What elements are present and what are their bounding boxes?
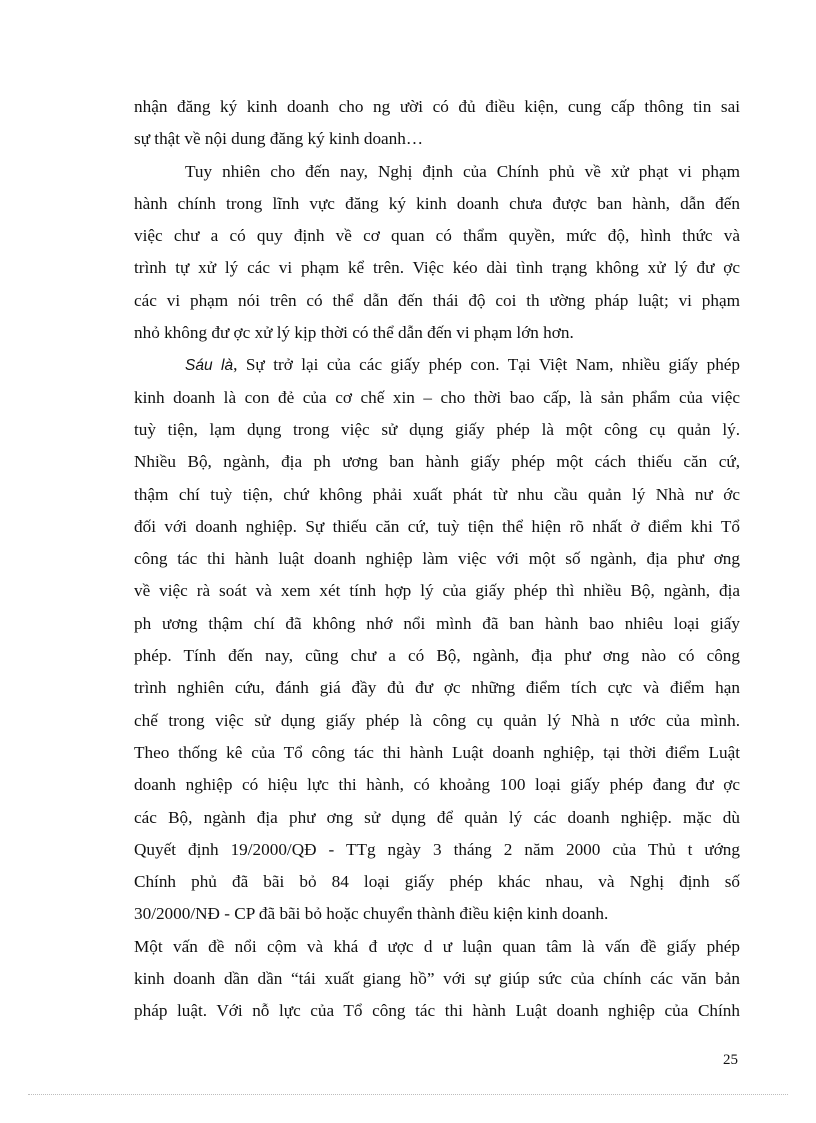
text-line: nhỏ không đư ợc xử lý kịp thời có thể dẫn đến vi phạm lớn hơn.	[134, 323, 574, 343]
page-number: 25	[723, 1052, 738, 1068]
text-line: về việc rà soát và xem xét tính hợp lý của giấy phép thì nhiều Bộ, ngành, địa	[134, 581, 740, 601]
text-line: các Bộ, ngành địa phư ơng sử dụng để quản lý các doanh nghiệp. mặc dù	[134, 807, 740, 827]
text-line: doanh nghiệp có hiệu lực thi hành, có khoảng 100 loại giấy phép đang đư ợc	[134, 775, 740, 795]
text-line: 30/2000/NĐ - CP đã bãi bỏ hoặc chuyển thành điều kiện kinh doanh.	[134, 904, 609, 924]
text-line: tuỳ tiện, lạm dụng trong việc sử dụng giấy phép là một công cụ quản lý.	[134, 419, 740, 439]
text-line: ph ương thậm chí đã không nhớ nổi mình đã ban hành bao nhiêu loại giấy	[134, 613, 740, 633]
text-line: Theo thống kê của Tổ công tác thi hành Luật doanh nghiệp, tại thời điểm Luật	[134, 742, 740, 762]
text-line: đối với doanh nghiệp. Sự thiếu căn cứ, tuỳ tiện thể hiện rõ nhất ở điểm khi Tổ	[134, 516, 740, 536]
emphasis-suffix: ,	[233, 355, 246, 375]
text-line: công tác thi hành luật doanh nghiệp làm việc với một số ngành, địa phư ơng	[134, 549, 740, 569]
text-line: trình tự xử lý các vi phạm kể trên. Việc kéo dài tình trạng không xử lý đư ợc	[134, 258, 740, 278]
text-line: thậm chí tuỳ tiện, chứ không phải xuất phát từ nhu cầu quản lý Nhà nư ớc	[134, 484, 740, 504]
text-line: kinh doanh là con đẻ của cơ chế xin – cho thời bao cấp, là sản phẩm của việc	[134, 387, 740, 407]
text-line: Nhiều Bộ, ngành, địa ph ương ban hành giấy phép một cách thiếu căn cứ,	[134, 452, 740, 472]
text-line: phép. Tính đến nay, cũng chư a có Bộ, ngành, địa phư ơng nào có công	[134, 646, 740, 666]
text-line: nhận đăng ký kinh doanh cho ng ười có đủ điều kiện, cung cấp thông tin sai	[134, 97, 740, 116]
emphasis-label: Sáu là	[185, 357, 234, 375]
text-line: chế trong việc sử dụng giấy phép là công cụ quản lý Nhà n ước của mình.	[134, 710, 740, 730]
text-line: hành chính trong lĩnh vực đăng ký kinh doanh chưa được ban hành, dẫn đến	[134, 193, 740, 213]
footer-divider	[28, 1094, 788, 1095]
text-line: sự thật về nội dung đăng ký kinh doanh…	[134, 129, 424, 149]
text-line: Tuy nhiên cho đến nay, Nghị định của Chính phủ về xử phạt vi phạm	[185, 161, 740, 181]
text-line-rest: Sự trở lại của các giấy phép con. Tại Việt Nam, nhiều giấy phép	[245, 355, 741, 375]
text-line: Chính phủ đã bãi bỏ 84 loại giấy phép khác nhau, và Nghị định số	[134, 872, 740, 892]
text-line: kinh doanh dần dần “tái xuất giang hồ” với sự giúp sức của chính các văn bản	[134, 969, 740, 989]
text-line: pháp luật. Với nỗ lực của Tổ công tác thi hành Luật doanh nghiệp của Chính	[134, 1001, 740, 1021]
body-text	[134, 91, 740, 1028]
text-line-with-emphasis	[134, 349, 740, 381]
text-line: Quyết định 19/2000/QĐ - TTg ngày 3 tháng 2 năm 2000 của Thủ t ướng	[134, 839, 740, 859]
text-line: Một vấn đề nổi cộm và khá đ ược d ư luận quan tâm là vấn đề giấy phép	[134, 936, 740, 956]
text-line: các vi phạm nói trên có thể dẫn đến thái độ coi th ường pháp luật; vi phạm	[134, 290, 740, 310]
text-line: trình nghiên cứu, đánh giá đầy đủ đư ợc những điểm tích cực và điểm hạn	[134, 678, 740, 698]
text-line: việc chư a có quy định về cơ quan có thẩm quyền, mức độ, hình thức và	[134, 226, 740, 246]
